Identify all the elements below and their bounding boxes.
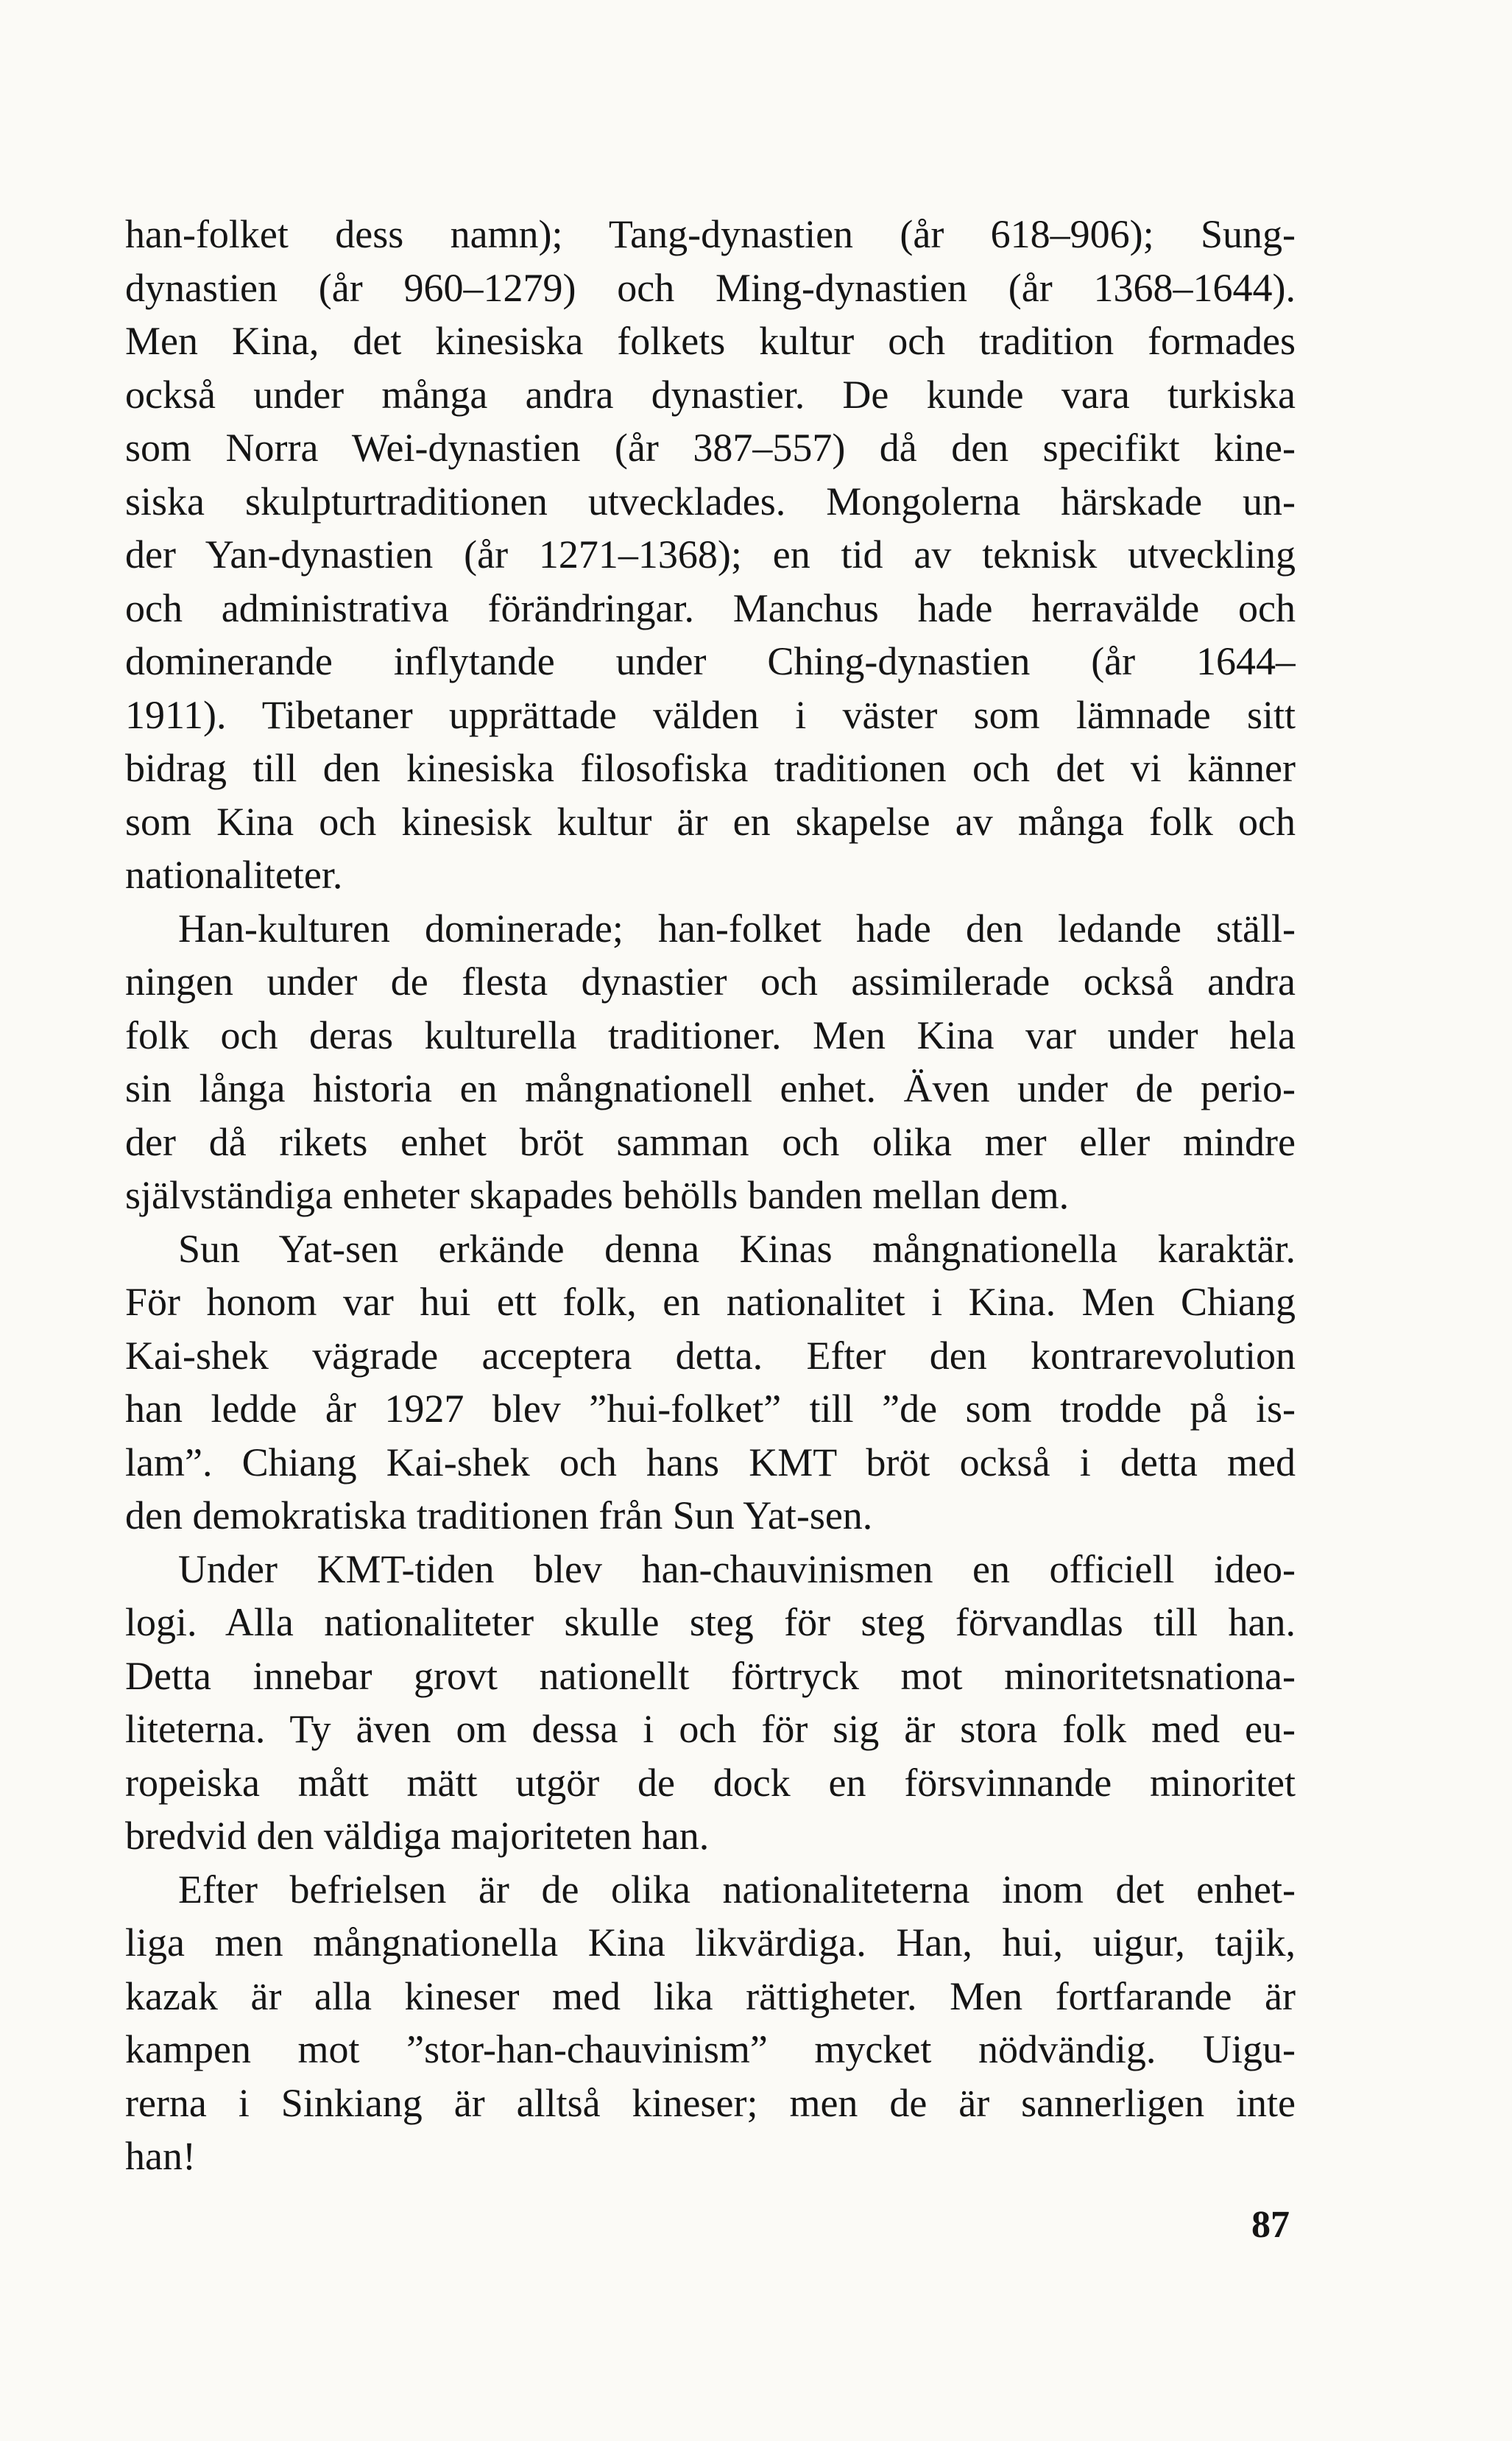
text-line: Sun Yat-sen erkände denna Kinas mångnationella karaktär. (178, 1226, 1296, 1271)
text-line: bidrag till den kinesiska filosofiska traditionen och det vi känner (125, 746, 1296, 790)
text-line: självständiga enheter skapades behölls banden mellan dem. (125, 1173, 1070, 1217)
text-line: dominerande inflytande under Ching-dynastien (år 1644– (125, 639, 1296, 683)
text-line: siska skulpturtraditionen utvecklades. Mongolerna härskade un- (125, 479, 1296, 524)
text-line: lam”. Chiang Kai-shek och hans KMT bröt också i detta med (125, 1440, 1296, 1484)
text-line: liteterna. Ty även om dessa i och för sig är stora folk med eu- (125, 1707, 1296, 1751)
text-line: der då rikets enhet bröt samman och olika mer eller mindre (125, 1119, 1296, 1164)
text-line: Detta innebar grovt nationellt förtryck mot minoritetsnationa- (125, 1653, 1296, 1698)
text-line: nationaliteter. (125, 853, 343, 897)
text-line: kampen mot ”stor-han-chauvinism” mycket nödvändig. Uigu- (125, 2027, 1296, 2071)
body-text (125, 208, 1296, 2183)
text-line: 1911). Tibetaner upprättade välden i väster som lämnade sitt (125, 692, 1296, 737)
text-line: han! (125, 2134, 196, 2178)
text-line: För honom var hui ett folk, en nationalitet i Kina. Men Chiang (125, 1280, 1296, 1324)
text-line: Efter befrielsen är de olika nationaliteterna inom det enhet- (178, 1867, 1296, 1912)
text-line: Kai-shek vägrade acceptera detta. Efter den kontrarevolution (125, 1333, 1296, 1378)
text-line: ningen under de flesta dynastier och assimilerade också andra (125, 959, 1296, 1004)
text-line: också under många andra dynastier. De kunde vara turkiska (125, 372, 1296, 417)
text-line: han ledde år 1927 blev ”hui-folket” till ”de som trodde på is- (125, 1387, 1296, 1431)
text-line: sin långa historia en mångnationell enhet. Även under de perio- (125, 1066, 1296, 1110)
text-line: den demokratiska traditionen från Sun Yat-sen. (125, 1493, 873, 1537)
text-line: folk och deras kulturella traditioner. Men Kina var under hela (125, 1012, 1296, 1057)
text-line: logi. Alla nationaliteter skulle steg för steg förvandlas till han. (125, 1600, 1296, 1644)
text-line: Men Kina, det kinesiska folkets kultur och tradition formades (125, 319, 1296, 363)
text-line: kazak är alla kineser med lika rättigheter. Men fortfarande är (125, 1973, 1296, 2018)
text-line: der Yan-dynastien (år 1271–1368); en tid av teknisk utveckling (125, 532, 1296, 577)
text-line: ropeiska mått mätt utgör de dock en försvinnande minoritet (125, 1760, 1296, 1805)
text-line: som Norra Wei-dynastien (år 387–557) då den specifikt kine- (125, 426, 1296, 470)
text-line: rerna i Sinkiang är alltså kineser; men de är sannerligen inte (125, 2080, 1296, 2125)
text-line: bredvid den väldiga majoriteten han. (125, 1814, 710, 1858)
text-line: han-folket dess namn); Tang-dynastien (år 618–906); Sung- (125, 212, 1296, 256)
text-line: som Kina och kinesisk kultur är en skapelse av många folk och (125, 799, 1296, 844)
page-number: 87 (1251, 2204, 1290, 2246)
text-line: liga men mångnationella Kina likvärdiga. Han, hui, uigur, tajik, (125, 1920, 1296, 1965)
text-line: Han-kulturen dominerade; han-folket hade den ledande ställ- (178, 906, 1296, 951)
text-line: och administrativa förändringar. Manchus hade herravälde och (125, 585, 1296, 630)
text-line: dynastien (år 960–1279) och Ming-dynastien (år 1368–1644). (125, 265, 1296, 310)
text-line: Under KMT-tiden blev han-chauvinismen en officiell ideo- (178, 1546, 1296, 1591)
